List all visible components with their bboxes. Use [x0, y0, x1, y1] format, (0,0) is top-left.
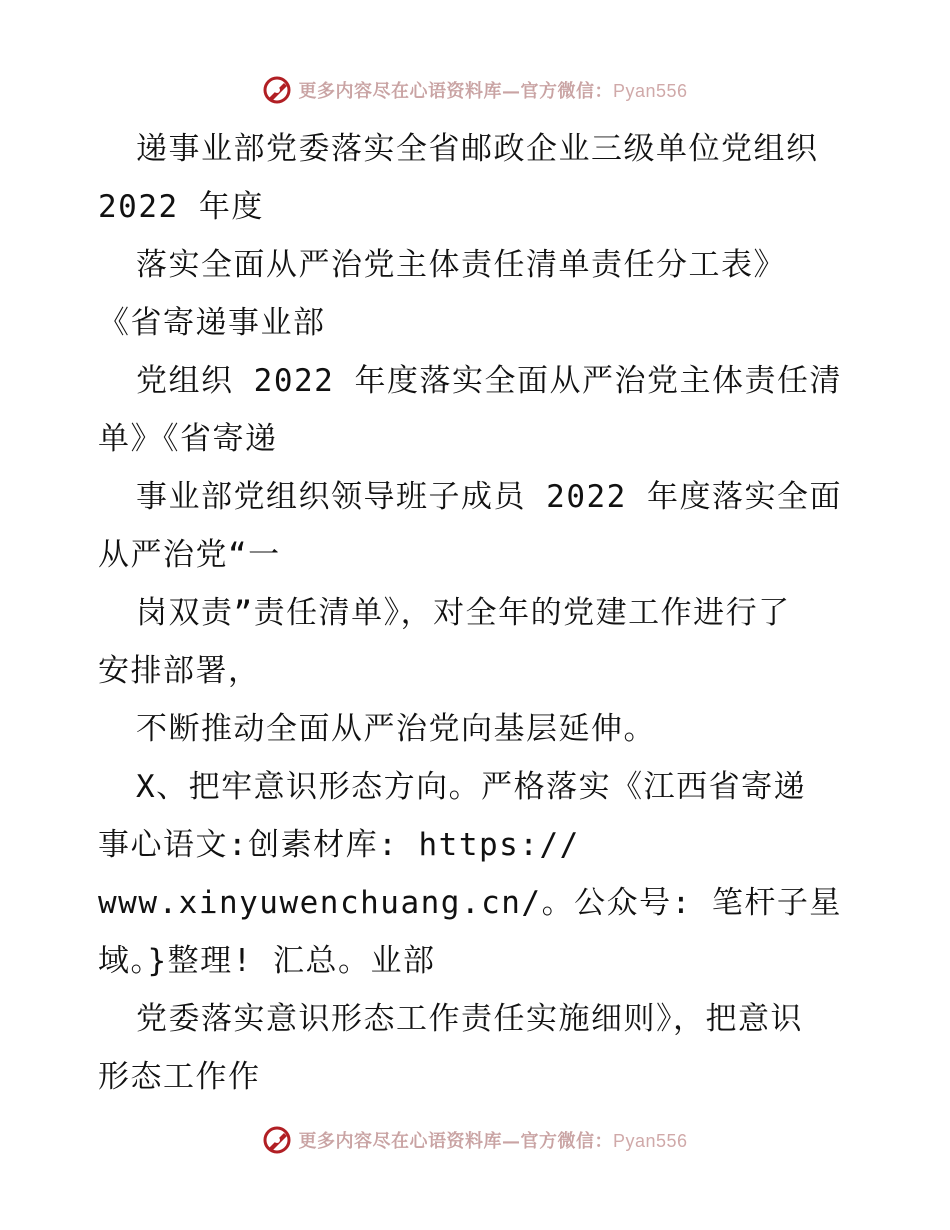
text-line: 从严治党“一	[98, 537, 281, 573]
text-line: X、把牢意识形态方向。严格落实《江西省寄递	[136, 769, 807, 805]
footer-watermark-banner	[0, 1120, 950, 1160]
header-watermark-banner	[0, 70, 950, 110]
text-line: 形态工作作	[98, 1059, 261, 1095]
watermark-text: 更多内容尽在心语资料库—官方微信：Pyan556	[298, 1131, 688, 1152]
text-line: 《省寄递事业部	[98, 305, 326, 341]
pen-logo-icon	[262, 75, 292, 105]
document-body	[98, 120, 868, 1106]
text-line: 域。}整理! 汇总。业部	[98, 943, 436, 979]
text-line: www.xinyuwenchuang.cn/。公众号: 笔杆子星	[98, 885, 842, 921]
text-line: 落实全面从严治党主体责任清单责任分工表》	[136, 247, 786, 283]
text-line: 2022 年度	[98, 189, 264, 225]
text-line: 递事业部党委落实全省邮政企业三级单位党组织	[136, 131, 819, 167]
pen-logo-icon	[262, 1125, 292, 1155]
text-line: 事业部党组织领导班子成员 2022 年度落实全面	[136, 479, 842, 515]
wechat-id: Pyan556	[612, 81, 688, 101]
text-line: 单》《省寄递	[98, 421, 278, 457]
wechat-id: Pyan556	[612, 1131, 688, 1151]
text-line: 岗双责”责任清单》，对全年的党建工作进行了	[136, 595, 791, 631]
text-line: 事心语文:创素材库: https://	[98, 827, 580, 863]
text-line: 不断推动全面从严治党向基层延伸。	[136, 711, 656, 747]
text-line: 党委落实意识形态工作责任实施细则》，把意识	[136, 1001, 803, 1037]
text-line: 安排部署，	[98, 653, 261, 689]
watermark-text: 更多内容尽在心语资料库—官方微信：Pyan556	[298, 81, 688, 102]
text-line: 党组织 2022 年度落实全面从严治党主体责任清	[136, 363, 842, 399]
